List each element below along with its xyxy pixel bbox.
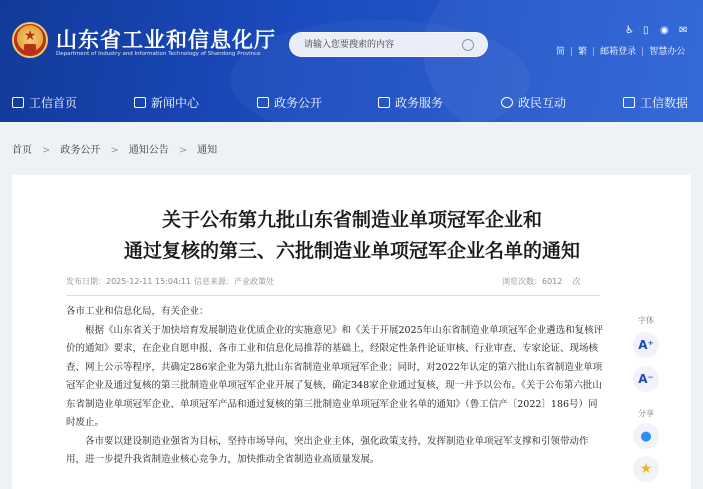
font-decrease-button[interactable]: A⁻ bbox=[633, 366, 659, 392]
qzone-share-icon[interactable]: ★ bbox=[633, 456, 659, 482]
home-icon bbox=[12, 97, 24, 108]
salutation: 各市工业和信息化局，有关企业： bbox=[66, 306, 209, 317]
nav-item-gov-service[interactable] bbox=[378, 92, 443, 112]
view-count bbox=[502, 276, 581, 287]
breadcrumb-gov-open[interactable]: 政务公开 bbox=[60, 145, 101, 156]
nav-label: 工信首页 bbox=[29, 95, 78, 110]
nav-item-interaction[interactable] bbox=[501, 92, 566, 112]
title-divider bbox=[66, 295, 600, 296]
paragraph: 根据《山东省关于加快培育发展制造业优质企业的实施意见》和《关于开展2025年山东省制造业单项冠军企业遴选和复核评价的通知》要求，在企业自愿申报、各市工业和信息化局推荐的基础上，经限定性条件论证审核、行业审查、专家论证、现场核查、网上公示等程序，共确定286家企业为第九批山东省制造业单项冠军企业；同时，对2022年认定的第六批山东省制造业单项冠军企业及通过复核的第三批制造业单项冠军企业开展了复核，确定348家企业通过复核，现一并予以公布。《关于公布第六批山东省制造业单项冠军企业、单项冠军产品和通过复核的第三批制造业单项冠军企业名单的通知》（鲁工信产〔2022〕186号）同时废止。 bbox=[66, 324, 604, 428]
mail-login-link[interactable]: 邮箱登录 bbox=[600, 47, 637, 57]
breadcrumb: 首页 > 政务公开 > 通知公告 > 通知 bbox=[12, 145, 218, 156]
top-icon-bar bbox=[623, 25, 693, 39]
main-nav bbox=[0, 87, 703, 117]
article-title-line2: 通过复核的第三、六批制造业单项冠军企业名单的通知 bbox=[123, 240, 580, 262]
publish-date: 发布日期：2025-12-11 15:04:11 bbox=[66, 277, 191, 286]
accessibility-icon[interactable]: ♿ bbox=[625, 25, 634, 36]
breadcrumb-notices[interactable]: 通知公告 bbox=[128, 145, 169, 156]
font-size-label: 字体 bbox=[638, 316, 654, 325]
nav-item-data[interactable] bbox=[623, 92, 688, 112]
traditional-link[interactable]: 繁 bbox=[578, 47, 588, 57]
qq-share-icon[interactable]: ● bbox=[633, 423, 659, 449]
search-icon[interactable] bbox=[462, 39, 474, 51]
views-label: 浏览次数： bbox=[502, 277, 542, 286]
nav-item-home[interactable] bbox=[12, 92, 77, 112]
national-emblem-logo: ★ bbox=[12, 22, 48, 58]
data-icon bbox=[623, 97, 635, 108]
interaction-icon bbox=[501, 97, 513, 108]
search-box bbox=[289, 32, 488, 57]
article-title-line1: 关于公布第九批山东省制造业单项冠军企业和 bbox=[161, 209, 542, 231]
breadcrumb-home[interactable]: 首页 bbox=[12, 145, 32, 156]
nav-label: 政民互动 bbox=[518, 95, 567, 110]
simplified-link[interactable]: 简 bbox=[556, 47, 566, 57]
gov-icon bbox=[257, 97, 269, 108]
top-links: 简 | 繁 | 邮箱登录 | 智慧办公 bbox=[556, 44, 685, 57]
service-icon bbox=[378, 97, 390, 108]
weibo-icon[interactable]: ◉ bbox=[660, 25, 669, 36]
smart-office-link[interactable]: 智慧办公 bbox=[649, 47, 686, 57]
wechat-icon[interactable]: ✉ bbox=[679, 25, 688, 36]
site-subtitle: Department of Industry and Information Technology of Shandong Province bbox=[56, 51, 261, 57]
font-increase-button[interactable]: A⁺ bbox=[633, 332, 659, 358]
breadcrumb-current[interactable]: 通知 bbox=[197, 145, 218, 156]
nav-item-gov-open[interactable] bbox=[257, 92, 322, 112]
site-title: 山东省工业和信息化厅 bbox=[56, 28, 276, 52]
nav-item-news[interactable] bbox=[134, 92, 199, 112]
paragraph: 各市要以建设制造业强省为目标，坚持市场导向，突出企业主体，强化政策支持，发挥制造业单项冠军支撑和引领带动作用，进一步提升我省制造业核心竞争力，加快推动全省制造业高质量发展。 bbox=[66, 435, 589, 465]
views-number: 6012 bbox=[542, 277, 563, 286]
news-icon bbox=[134, 97, 146, 108]
nav-label: 政务公开 bbox=[274, 95, 323, 110]
article-card bbox=[12, 175, 691, 489]
search-input[interactable] bbox=[304, 36, 454, 54]
nav-label: 工信数据 bbox=[640, 95, 689, 110]
article-body bbox=[66, 303, 606, 470]
site-header bbox=[0, 0, 703, 122]
nav-label: 新闻中心 bbox=[151, 95, 200, 110]
share-label: 分享 bbox=[638, 409, 654, 418]
nav-label: 政务服务 bbox=[395, 95, 444, 110]
info-source: 信息来源：产业政策处 bbox=[194, 277, 274, 286]
views-unit: 次 bbox=[572, 277, 581, 286]
mobile-icon[interactable]: ▯ bbox=[643, 25, 649, 36]
